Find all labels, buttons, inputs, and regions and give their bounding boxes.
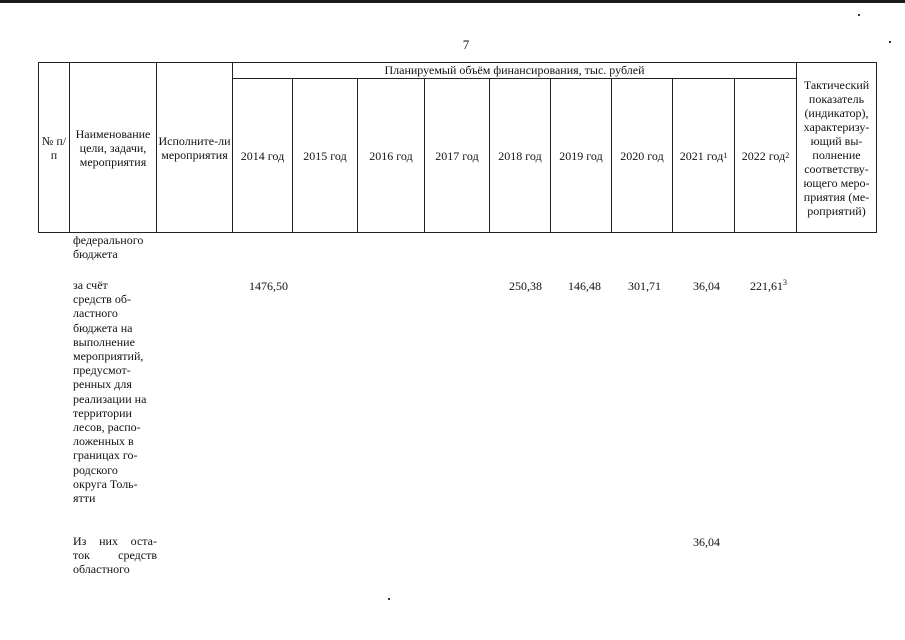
label-line: средств об- <box>73 292 131 307</box>
value-2021: 36,04 <box>693 279 720 293</box>
label-line: бюджета на <box>73 320 133 335</box>
row-remaining-funds-label <box>73 534 157 577</box>
header-year-2021-label: 2021 год <box>679 148 724 163</box>
header-year-2015: 2015 год <box>303 148 347 163</box>
header-year-2019: 2019 год <box>559 148 603 163</box>
label-line: федерального <box>73 233 144 247</box>
value-2022 <box>725 279 787 293</box>
row-regional-budget-label <box>73 278 157 505</box>
value-2018: 250,38 <box>509 279 542 293</box>
label-line: лесов, распо- <box>73 420 141 435</box>
header-col-name: Наименование цели, задачи, мероприятия <box>75 126 151 169</box>
header-col-number: № п/п <box>41 133 67 162</box>
header-funding-title: Планируемый объём финансирования, тыс. рублей <box>384 63 645 77</box>
header-year-2022 <box>735 79 796 232</box>
header-year-2018: 2018 год <box>498 148 542 163</box>
label-line: областного <box>73 562 130 577</box>
value-2019: 146,48 <box>568 279 601 293</box>
label-line: Из них оста- <box>73 534 157 548</box>
label-line: родского <box>73 462 118 477</box>
footnote-mark: 2 <box>785 150 790 160</box>
scan-speck <box>889 41 891 43</box>
label-line: бюджета <box>73 247 118 262</box>
label-line: ложенных в <box>73 434 134 449</box>
label-line: ятти <box>73 491 96 506</box>
footnote-mark: 3 <box>783 278 787 287</box>
header-year-2022-label: 2022 год <box>741 148 786 163</box>
scan-speck <box>388 598 390 600</box>
label-line: ток средств <box>73 548 157 563</box>
label-line: территории <box>73 405 132 420</box>
label-line: за счёт <box>73 278 108 292</box>
label-line: выполнение <box>73 334 135 349</box>
label-line: ренных для <box>73 377 132 392</box>
label-line: мероприятий, <box>73 349 144 364</box>
header-col-executor: Исполните-ли мероприятия <box>158 133 231 162</box>
header-col-indicator: Тактический показатель (индикатор), характеризу-ющий вы-полнение соответству-ющего меро-приятия (ме-роприятий) <box>803 77 870 218</box>
scan-speck <box>858 14 860 16</box>
label-line: округа Толь- <box>73 476 138 491</box>
value-2020: 301,71 <box>628 279 661 293</box>
header-year-2016: 2016 год <box>369 148 413 163</box>
label-line: границах го- <box>73 448 138 463</box>
header-year-2014: 2014 год <box>240 148 285 163</box>
value-2014: 1476,50 <box>249 279 288 293</box>
value-remaining-2021: 36,04 <box>693 535 720 549</box>
page-number: 7 <box>462 37 470 52</box>
header-year-2017: 2017 год <box>435 148 479 163</box>
header-year-2021 <box>673 79 734 232</box>
header-year-2020: 2020 год <box>620 148 664 163</box>
label-line: реализации на <box>73 391 147 406</box>
label-line: предусмот- <box>73 363 131 378</box>
row-federal-budget-label <box>73 233 157 261</box>
label-line: ластного <box>73 306 118 321</box>
top-border-line <box>0 0 905 3</box>
footnote-mark: 1 <box>723 150 728 160</box>
value-2022-number: 221,61 <box>750 279 783 293</box>
